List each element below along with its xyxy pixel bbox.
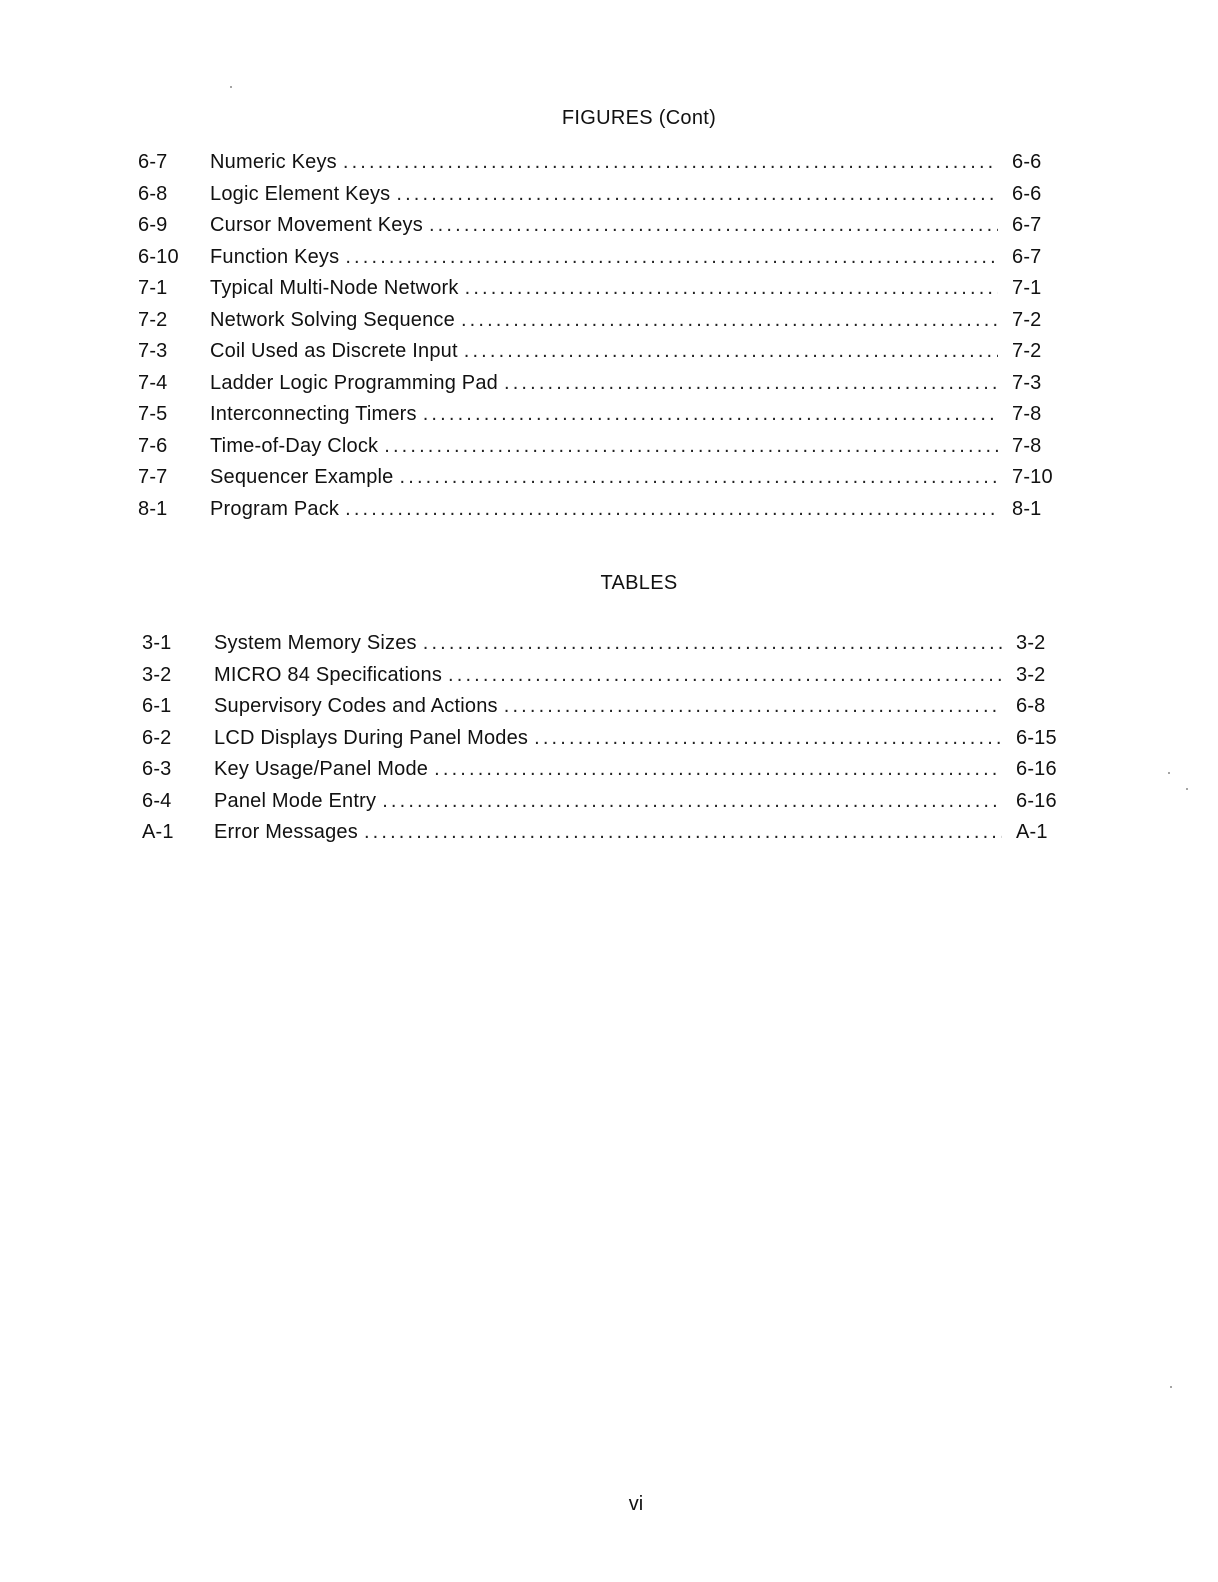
figure-entry xyxy=(138,340,1060,372)
dot-leader xyxy=(400,466,998,489)
dot-leader xyxy=(423,403,998,426)
figure-number: 6-7 xyxy=(138,151,168,173)
figure-entry xyxy=(138,372,1060,404)
table-entry xyxy=(142,664,1064,696)
figure-number: 6-9 xyxy=(138,214,168,236)
figure-number: 6-10 xyxy=(138,245,179,268)
table-entry xyxy=(142,821,1064,853)
figure-entry xyxy=(138,246,1060,278)
table-number: 6-1 xyxy=(142,695,172,717)
figure-page: 7-3 xyxy=(1012,371,1042,394)
figure-page: 8-1 xyxy=(1012,497,1042,520)
figure-page: 7-2 xyxy=(1012,340,1042,362)
figure-title: Network Solving Sequence xyxy=(210,308,455,331)
figure-title: Function Keys xyxy=(210,245,340,268)
dot-leader xyxy=(504,372,998,395)
figures-heading: FIGURES (Cont) xyxy=(561,107,717,129)
figure-number: 6-8 xyxy=(138,182,168,205)
figure-page: 7-8 xyxy=(1012,434,1042,457)
figure-number: 7-5 xyxy=(138,403,168,425)
figure-title: Logic Element Keys xyxy=(210,182,391,205)
figure-title: Ladder Logic Programming Pad xyxy=(210,371,498,394)
table-page: 6-16 xyxy=(1016,789,1057,812)
figure-title: Program Pack xyxy=(210,497,340,520)
table-title: Panel Mode Entry xyxy=(214,789,377,812)
figure-title: Time-of-Day Clock xyxy=(210,434,379,457)
dot-leader xyxy=(534,727,1002,750)
dot-leader xyxy=(429,214,998,237)
figure-entry xyxy=(138,277,1060,309)
table-page: A-1 xyxy=(1016,821,1048,843)
dot-leader xyxy=(345,246,998,269)
table-page: 6-15 xyxy=(1016,726,1057,749)
table-title: LCD Displays During Panel Modes xyxy=(214,726,529,749)
figure-title: Cursor Movement Keys xyxy=(210,214,423,236)
dot-leader xyxy=(434,758,1002,781)
dot-leader xyxy=(448,664,1002,687)
figure-title: Typical Multi-Node Network xyxy=(210,277,459,299)
dot-leader xyxy=(345,498,998,521)
dot-leader xyxy=(504,695,1002,718)
dot-leader xyxy=(396,183,998,206)
figure-entry xyxy=(138,183,1060,215)
table-title: Error Messages xyxy=(214,821,358,843)
figure-entry xyxy=(138,214,1060,246)
table-entry xyxy=(142,632,1064,664)
tables-list xyxy=(142,632,1064,853)
figure-entry xyxy=(138,498,1060,530)
figure-page: 6-6 xyxy=(1012,182,1042,205)
figure-number: 7-3 xyxy=(138,340,168,362)
figure-entry xyxy=(138,151,1060,183)
figure-page: 6-6 xyxy=(1012,151,1042,173)
figure-title: Numeric Keys xyxy=(210,151,337,173)
figure-title: Sequencer Example xyxy=(210,466,394,488)
table-entry xyxy=(142,790,1064,822)
table-number: A-1 xyxy=(142,821,174,843)
table-page: 3-2 xyxy=(1016,663,1046,686)
tables-heading: TABLES xyxy=(600,572,678,594)
table-title: Key Usage/Panel Mode xyxy=(214,758,429,780)
figure-page: 6-7 xyxy=(1012,214,1042,236)
dot-leader xyxy=(465,277,998,300)
figure-number: 8-1 xyxy=(138,497,168,520)
table-number: 3-1 xyxy=(142,632,172,654)
scan-speck xyxy=(1186,788,1188,790)
scan-speck xyxy=(1170,1386,1172,1388)
dot-leader xyxy=(364,821,1002,844)
table-title: System Memory Sizes xyxy=(214,632,417,654)
table-number: 6-4 xyxy=(142,789,172,812)
table-page: 6-16 xyxy=(1016,758,1057,780)
figure-number: 7-6 xyxy=(138,434,168,457)
table-entry xyxy=(142,695,1064,727)
figure-page: 7-2 xyxy=(1012,308,1042,331)
scan-speck xyxy=(230,86,232,88)
table-page: 3-2 xyxy=(1016,632,1046,654)
figure-title: Interconnecting Timers xyxy=(210,403,417,425)
table-number: 6-2 xyxy=(142,726,172,749)
figure-number: 7-1 xyxy=(138,277,168,299)
figure-page: 6-7 xyxy=(1012,245,1042,268)
table-entry xyxy=(142,727,1064,759)
page-number: vi xyxy=(628,1493,644,1515)
table-page: 6-8 xyxy=(1016,695,1046,717)
figure-entry xyxy=(138,435,1060,467)
table-title: MICRO 84 Specifications xyxy=(214,663,443,686)
figure-number: 7-7 xyxy=(138,466,168,488)
figure-entry xyxy=(138,466,1060,498)
dot-leader xyxy=(464,340,998,363)
dot-leader xyxy=(384,435,998,458)
dot-leader xyxy=(461,309,998,332)
table-title: Supervisory Codes and Actions xyxy=(214,695,498,717)
figure-title: Coil Used as Discrete Input xyxy=(210,340,458,362)
table-number: 6-3 xyxy=(142,758,172,780)
figure-page: 7-10 xyxy=(1012,466,1053,488)
table-number: 3-2 xyxy=(142,663,172,686)
figure-number: 7-4 xyxy=(138,371,168,394)
figure-number: 7-2 xyxy=(138,308,168,331)
dot-leader xyxy=(343,151,998,174)
table-entry xyxy=(142,758,1064,790)
dot-leader xyxy=(382,790,1002,813)
figures-list xyxy=(138,151,1060,529)
dot-leader xyxy=(423,632,1002,655)
figure-page: 7-8 xyxy=(1012,403,1042,425)
figure-page: 7-1 xyxy=(1012,277,1042,299)
scan-speck xyxy=(1168,772,1170,774)
figure-entry xyxy=(138,309,1060,341)
figure-entry xyxy=(138,403,1060,435)
